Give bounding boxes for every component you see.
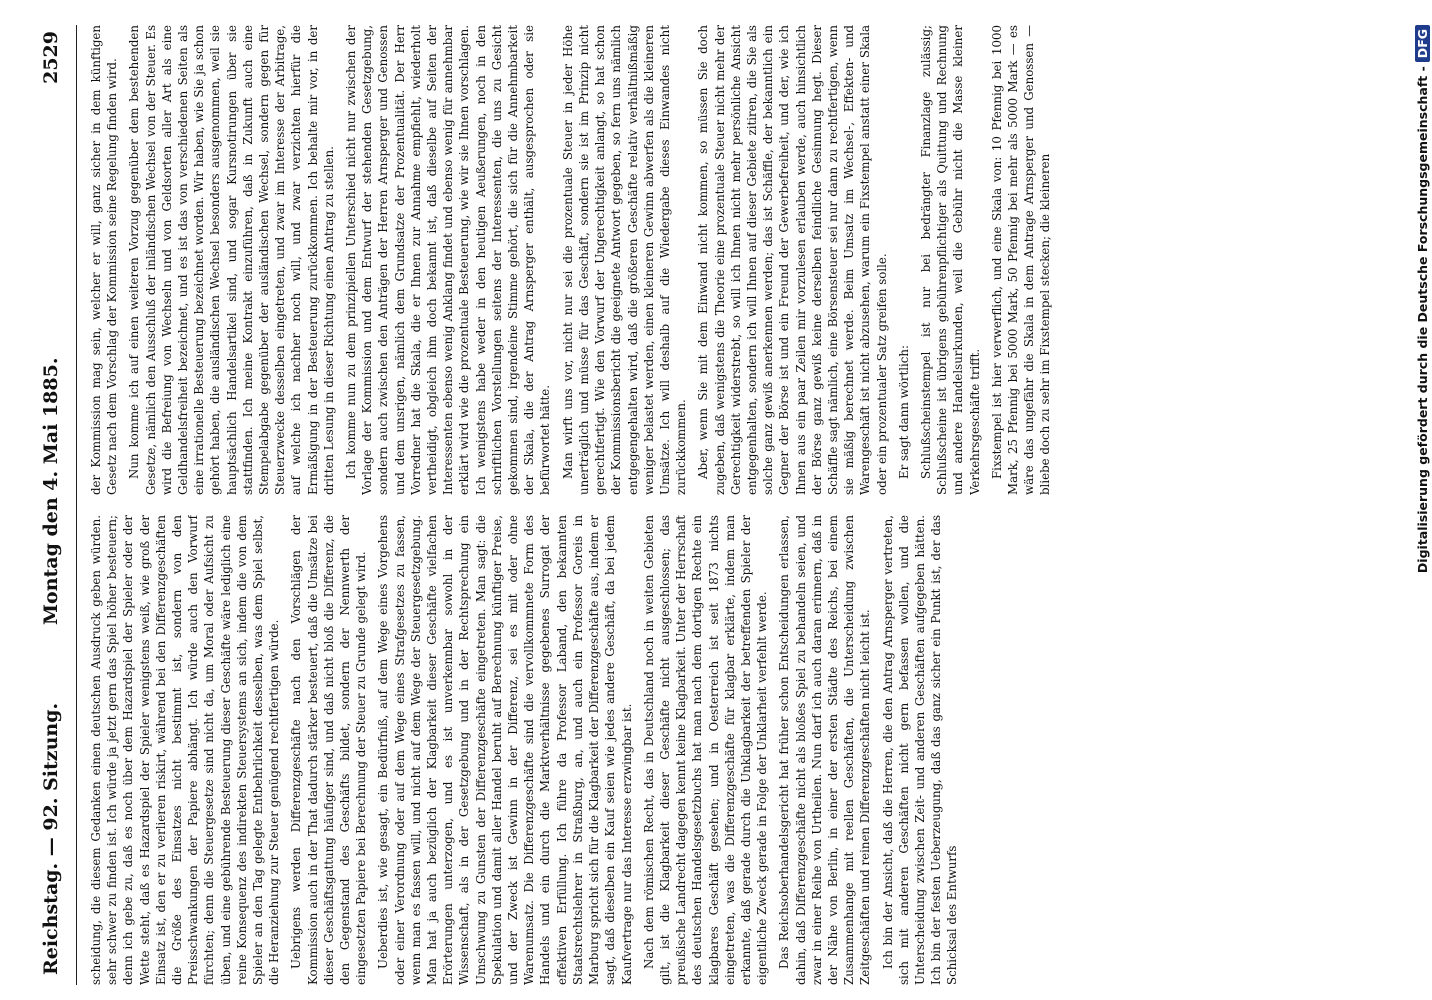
page-number: 2529: [40, 31, 62, 84]
paragraph: Aber, wenn Sie mit dem Einwand nicht kommen, so müssen Sie doch zugeben, daß wenigstens die Theorie eine prozentuale Steuer nicht mehr der Gerechtigkeit widerstrebt, so will ich Ihnen nicht mehr persönliche Ansicht entgegenhalten, sondern ich will Ihnen auf dieser Gebiete zitiren, die Sie als solche ganz gewiß anerkennen werden; das ist Schäffle, der bekanntlich ein Gegner der Börse ist und ein Freund der Gewerbefreiheit, und der, wie ich Ihnen aus ein paar Zeilen mir vorzulesen erlauben werde, auch hinsichtlich der Börse ganz gewiß keine derselben feindliche Gesinnung hegt. Dieser Schäffle sagt nämlich, eine Börsensteuer sei nur dann zu rechtfertigen, wenn sie mäßig berechnet werde. Beim Umsatz im Wechsel-, Effekten- und Warengeschäft ist nicht abzusehen, warum ein Fixstempel anstatt einer Skala oder ein prozentualer Satz greifen solle.: [696, 25, 889, 495]
paragraph: Ich komme nun zu dem prinzipiellen Unterschied nicht nur zwischen der Vorlage der Kommission und dem Entwurf der stehenden Gesetzgebung, sondern auch zwischen den Anträgen der Herren Arnsperger und Genossen und dem unsrigen, nämlich dem Grundsatze der Prozentualität. Der Herr Vorredner hat die Skala, die er Ihnen zur Annahme empfiehlt, wiederholt vertheidigt, obgleich ihm doch bekannt ist, daß dieselbe auf Seiten der Interessenten ebenso wenig Anklang findet und ebenso wenig für annehmbar erklärt wird wie die prozentuale Besteuerung, wie wir sie Ihnen vorschlagen. Ich wenigstens habe weder in den heutigen Aeußerungen, noch in den schriftlichen Vorstellungen seitens der Interessenten, die uns zu Gesicht gekommen sind, irgendeine Stimme gehört, die sich für die Annehmbarkeit der Skala, die der Antrag Arnsperger enthält, ausgesprochen oder sie befürwortet hätte.: [344, 25, 553, 495]
paragraph: Ich bin der Ansicht, daß die Herren, die den Antrag Arnsperger vertreten, sich mit anderen Geschäften nicht gern befassen wollen, und die Unterscheidung zwischen Zeit- und anderen Geschäften aufgegeben hätten. Ich bin der festen Ueberzeugung, daß das ganz sicher ein Punkt ist, der das Schicksal des Entwurfs: [880, 515, 960, 985]
left-column: [88, 515, 1408, 985]
paragraph: Man wirft uns vor, nicht nur sei die prozentuale Steuer in jeder Höhe unerträglich und müsse für das Geschäft, sondern sie ist im Prinzip nicht gerechtfertigt. Wie den Vorwurf der Ungerechtigkeit anlangt, so hat schon der Kommissionsbericht die geeignete Antwort gegeben, so fern uns nämlich entgegengehalten wird, daß die größeren Geschäfte relativ verhältnißmäßig weniger belastet werden, einen kleineren Gewinn abwerfen als die kleineren Umsätze. Ich will deshalb auf die Wiedergabe dieses Einwandes nicht zurückkommen.: [560, 25, 689, 495]
paragraph: Nach dem römischen Recht, das in Deutschland noch in weiten Gebieten gilt, ist die Klagbarkeit dieser Geschäfte nicht ausgeschlossen; das preußische Landrecht dagegen kennt keine Klagbarkeit. Unter der Herrschaft des deutschen Handelsgesetzbuchs hat man nach dem dortigen Rechte ein klagbares Geschäft gesehen; und in Oesterreich ist seit 1873 nichts eingetreten, was die Differenzgeschäfte für klagbar erklärte, indem man erkannte, daß gerade durch die Unklagbarkeit der betreffenden Spieler der eigentliche Zweck gerade in Folge der Unklarheit verfehlt werde.: [641, 515, 770, 985]
paragraph: der Kommission mag sein, welcher er will, ganz sicher in dem künftigen Gesetz nach dem Vorschlag der Kommission seine Regelung finden wird.: [89, 25, 120, 495]
paragraph: scheidung, die diesem Gedanken einen deutschen Ausdruck geben würden. sehr schwer zu finden ist. Ich würde ja jetzt gern das Spiel höher besteuern; denn ich gebe zu, daß es noch über dem Hazardspiel der Spieler oder der Wette steht, daß es Hazardspiel der Spieler wenigstens weiß, wie groß der Einsatz ist, den er zu verlieren riskirt, während bei den Differenzgeschäften die Größe des Einsatzes nicht bestimmt ist, sondern von den Preisschwankungen der Papiere abhängt. Ich würde auch den Vorwurf fürchten; denn die Steuergesetze sind nicht da, um Moral oder Aufsicht zu üben, und eine gebührende Besteuerung dieser Geschäfte wäre lediglich eine reine Konsequenz des indirekten Steuersystems an sich, indem die von dem Spieler an den Tag gelegte Entbehrlichkeit desselben, was dem Spiel selbst, die Heranziehung zur Steuer genügend rechtfertigen würde.: [89, 515, 282, 985]
paragraph: Ueberdies ist, wie gesagt, ein Bedürfniß, auf dem Wege eines Vorgehens oder einer Verordnung oder auf dem Wege eines Strafgesetzes zu fassen, wenn man es fassen will, und nicht auf dem Wege der Steuergesetzgebung. Man hat ja auch bezüglich der Klagbarkeit dieser Geschäfte vielfachen Erörterungen unterzogen, und es ist unverkennbar sowohl in der Wissenschaft, als in der Gesetzgebung und in der Rechtsprechung ein Umschwung zu Gunsten der Differenzgeschäfte eingetreten. Man sagt: die Spekulation und damit aller Handel beruht auf Berechnung künftiger Preise, und der Zweck ist Gewinn in der Differenz, sei es mit oder ohne Warenumsatz. Die Differenzgeschäfte sind die vervollkommnete Form des Handels und ein durch die Marktverhältnisse gegebenes Surrogat der effektiven Erfüllung. Ich führe da Professor Laband, den bekannten Staatsrechtslehrer in Straßburg, an, und auch ein Professor Goreis in Marburg spricht sich für die Klagbarkeit der Differenzgeschäfte aus, indem er sagt, daß dieselben ein Kauf seien wie jedes andere Geschäft, da bei jedem Kaufvertrage nur das Interesse erzwingbar ist.: [376, 515, 634, 985]
rotated-page-content: [30, 25, 1415, 985]
paragraph: Schlußscheinstempel ist nur bei bedrängter Finanzlage zulässig; Schlußscheine ist übrigens gebührenpflichtiger als Quittung und Rechnung und andere Handelsurkunden, weil die Gebühr nicht die Masse kleiner Verkehrsgeschäfte trifft.: [918, 25, 982, 495]
credit-text: Digitalisierung gefördert durch die Deutsche Forschungsgemeinschaft -: [1415, 66, 1430, 574]
right-column: [88, 25, 1408, 495]
paragraph: Fixstempel ist hier verwerflich, und eine Skala von: 10 Pfennig bei 1000 Mark, 25 Pfennig bei 5000 Mark, 50 Pfennig bei mehr als 5000 Mark — es wäre das ungefähr die Skala in dem Antrage Arnsperger und Genossen — bliebe doch zu sehr im Fixstempel stecken; die kleineren: [989, 25, 1053, 495]
page-header: [30, 25, 77, 985]
header-session: Reichstag. — 92. Sitzung.: [40, 702, 62, 975]
paragraph: Uebrigens werden Differenzgeschäfte nach den Vorschlägen der Kommission auch in der That dadurch stärker besteuert, daß die Umsätze bei dieser Geschäftsgattung häufiger sind, und daß nicht bloß die Differenz, die den Gegenstand des Geschäfts bildet, sondern der Nennwerth der eingesetzten Papiere bei Berechnung der Steuer zu Grunde gelegt wird.: [289, 515, 369, 985]
paragraph: Das Reichsoberhandelsgericht hat früher schon Entscheidungen erlassen, dahin, daß Differenzgeschäfte nicht als bloßes Spiel zu behandeln seien, und zwar in einer Reihe von Urtheilen. Nun darf ich auch daran erinnern, daß in der Nähe von Berlin, in einer der ersten Städte des Reichs, bei einem Zusammenhange mit reellen Geschäften, die Unterscheidung zwischen Zeitgeschäften und reinen Differenzgeschäften nicht leicht ist.: [777, 515, 873, 985]
digitization-credit: [1415, 25, 1432, 985]
dfg-logo: DFG: [1415, 25, 1430, 62]
paragraph: Nun komme ich auf einen weiteren Vorzug gegenüber dem bestehenden Gesetze, nämlich den Ausschluß der inländischen Wechsel von der Steuer. Es wird die Befreiung von Wechseln und von Geldsorten aller Art als eine Geldhandelsfreiheit bezeichnet, und es ist das von verschiedenen Seiten als eine irrationelle Besteuerung bezeichnet worden. Wir haben, wie Sie ja schon gehört haben, die ausländischen Wechsel besonders ausgenommen, weil sie hauptsächlich Handelsartikel sind, und sogar Kursnotirungen über sie stattfinden. Ich meine Kontrakt einzuführen, daß in Zukunft auch eine Stempelabgabe gegenüber der ausländischen Wechsel, sondern gegen für Steuerzwecke desselben eingetreten, und zwar im Interesse der Arbitrage, auf welche ich nachher noch will, und zwar verzichten hierfür die Ermäßigung in der Besteuerung zurückkommen. Ich behalte mir vor, in der dritten Lesung in dieser Richtung einen Antrag zu stellen.: [127, 25, 336, 495]
header-date: Montag den 4. Mai 1885.: [40, 357, 62, 625]
paragraph: Er sagt dann wörtlich:: [896, 345, 911, 479]
